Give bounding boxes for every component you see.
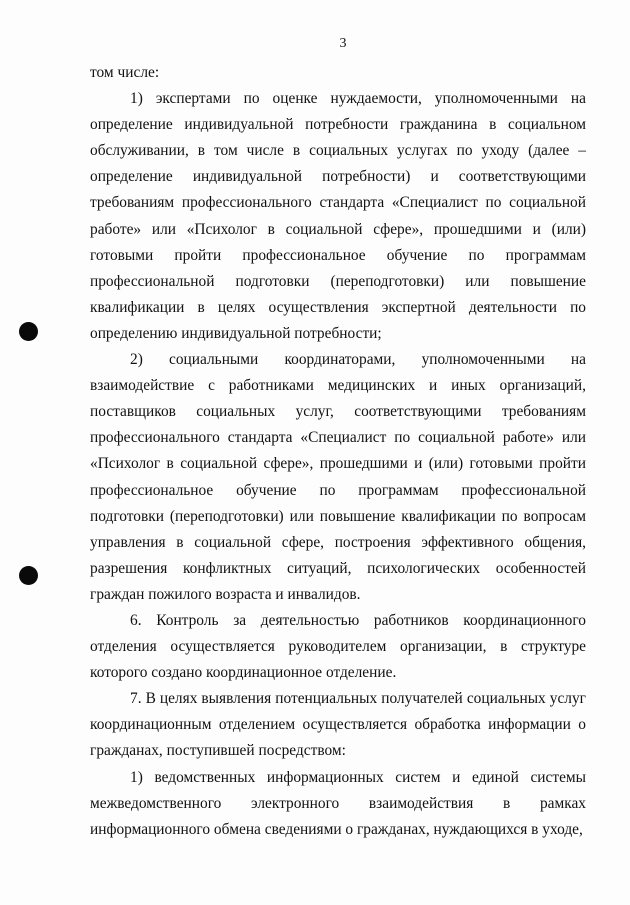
punch-hole-mark	[19, 566, 38, 585]
document-body	[90, 60, 586, 843]
punch-hole-mark	[19, 322, 38, 341]
page-number: 3	[339, 36, 347, 51]
paragraph-list-item-systems: 1) ведомственных информационных систем и единой системы межведомственного электронного взаимодействия в рамках информационного обмена сведениями о гражданах, нуждающихся в уходе,	[90, 768, 586, 838]
paragraph-clause-7: 7. В целях выявления потенциальных получателей социальных услуг координационным отделением осуществляется обработка информации о гражданах, поступившей посредством:	[90, 690, 586, 760]
paragraph-list-item-experts: 1) экспертами по оценке нуждаемости, уполномоченными на определение индивидуальной потребности гражданина в социальном обслуживании, в том числе в социальных услугах по уходу (далее – определение индивидуальной потребности) и соответствующими требованиям профессионального стандарта «Специалист по социальной работе» или «Психолог в социальной сфере», прошедшими и (или) готовыми пройти профессиональное обучение по программам профессиональной подготовки (переподготовки) или повышение квалификации в целях осуществления экспертной деятельности по определению индивидуальной потребности;	[90, 90, 586, 342]
paragraph-continuation: том числе:	[90, 64, 160, 81]
paragraph-clause-6: 6. Контроль за деятельностью работников координационного отделения осуществляется руководителем организации, в структуре которого создано координационное отделение.	[90, 611, 586, 682]
paragraph-list-item-coordinators: 2) социальными координаторами, уполномоченными на взаимодействие с работниками медицинских и иных организаций, поставщиков социальных услуг, соответствующими требованиям профессионального стандарта «Специалист по социальной работе» или «Психолог в социальной сфере», прошедшими и (или) готовыми пройти профессиональное обучение по программам профессиональной подготовки (переподготовки) или повышение квалификации по вопросам управления в социальной сфере, построения эффективного общения, разрешения конфликтных ситуаций, психологических особенностей граждан пожилого возраста и инвалидов.	[90, 351, 586, 603]
